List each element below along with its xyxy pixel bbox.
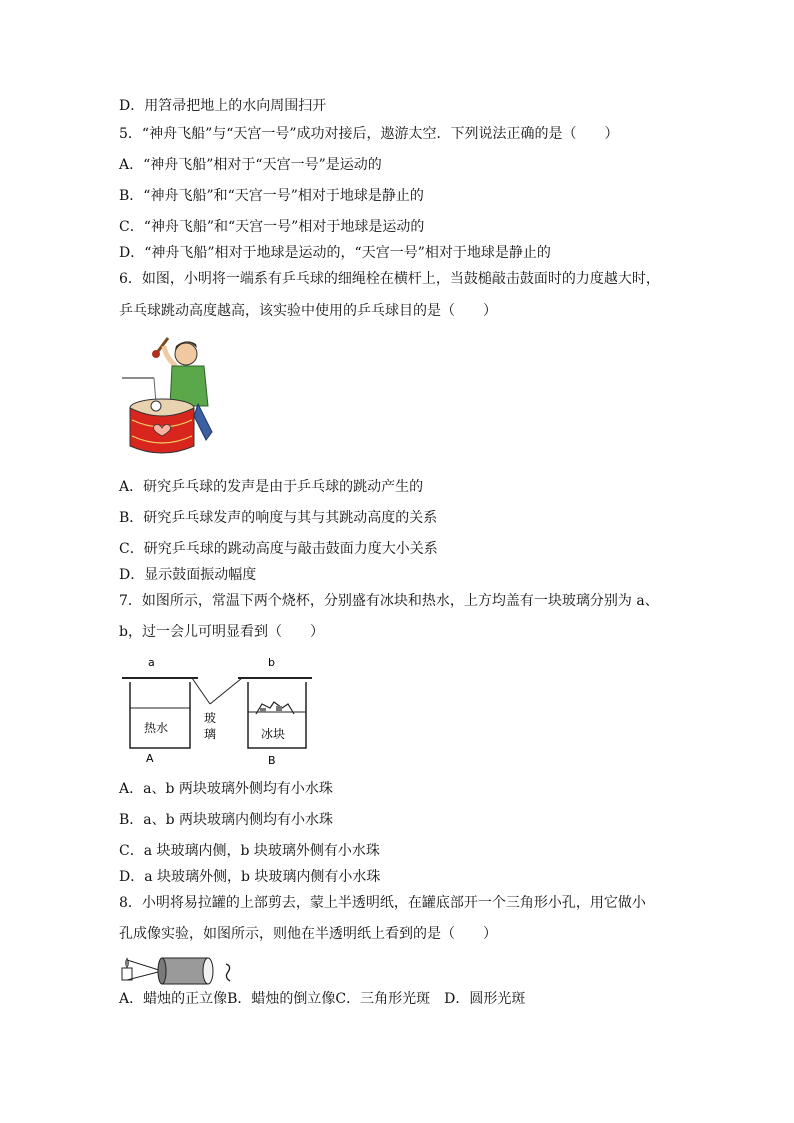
q6-option-b: B．研究乒乓球发声的响度与其与其跳动高度的关系	[119, 510, 438, 526]
q6-drum-figure	[120, 332, 220, 462]
q5-option-b: B．“神舟飞船”和“天宫一号”相对于地球是静止的	[119, 188, 424, 204]
q7-option-c: C．a 块玻璃内侧，b 块玻璃外侧有小水珠	[119, 843, 380, 859]
q8-stem-line2: 孔成像实验，如图所示，则他在半透明纸上看到的是（ ）	[119, 926, 497, 942]
q8-stem-line1: 8．小明将易拉罐的上部剪去，蒙上半透明纸，在罐底部开一个三角形小孔，用它做小	[119, 895, 646, 911]
q7-label-B: B	[268, 754, 276, 767]
q7-option-d: D．a 块玻璃外侧，b 块玻璃内侧有小水珠	[119, 869, 381, 885]
q5-stem: 5．“神舟飞船”与“天宫一号”成功对接后，遨游太空．下列说法正确的是（ ）	[119, 126, 619, 142]
q7-stem-line1: 7．如图所示，常温下两个烧杯，分别盛有冰块和热水，上方均盖有一块玻璃分别为 a、	[119, 593, 659, 609]
q4-option-d: D．用笤帚把地上的水向周围扫开	[119, 98, 327, 114]
q7-label-glass-1: 玻	[204, 711, 217, 725]
q5-option-a: A．“神舟飞船”相对于“天宫一号”是运动的	[119, 157, 382, 173]
q8-options: A．蜡烛的正立像B．蜡烛的倒立像C．三角形光斑 D．圆形光斑	[119, 991, 526, 1007]
q7-label-A: A	[146, 752, 154, 765]
q6-option-d: D．显示鼓面振动幅度	[119, 567, 257, 583]
q6-stem-line2: 乒乓球跳动高度越高，该实验中使用的乒乓球目的是（ ）	[119, 303, 497, 319]
q7-beakers-figure	[118, 652, 318, 768]
q7-stem-line2: b，过一会儿可明显看到（ ）	[119, 624, 324, 640]
q5-option-c: C．“神舟飞船”和“天宫一号”相对于地球是运动的	[119, 219, 425, 235]
q7-label-hot-water: 热水	[144, 721, 169, 735]
q7-option-a: A．a、b 两块玻璃外侧均有小水珠	[119, 781, 333, 797]
q7-label-ice: 冰块	[261, 727, 286, 741]
q7-label-b: b	[268, 656, 275, 669]
q8-pinhole-figure	[118, 954, 238, 988]
q6-option-a: A．研究乒乓球的发声是由于乒乓球的跳动产生的	[119, 479, 424, 495]
q7-label-glass-2: 璃	[204, 727, 217, 741]
q7-option-b: B．a、b 两块玻璃内侧均有小水珠	[119, 812, 334, 828]
q6-option-c: C．研究乒乓球的跳动高度与敲击鼓面力度大小关系	[119, 541, 438, 557]
q6-stem-line1: 6．如图，小明将一端系有乒乓球的细绳栓在横杆上，当鼓槌敲击鼓面时的力度越大时，	[119, 271, 660, 287]
q7-label-a: a	[148, 656, 155, 669]
q5-option-d: D．“神舟飞船”相对于地球是运动的，“天宫一号”相对于地球是静止的	[119, 245, 551, 261]
